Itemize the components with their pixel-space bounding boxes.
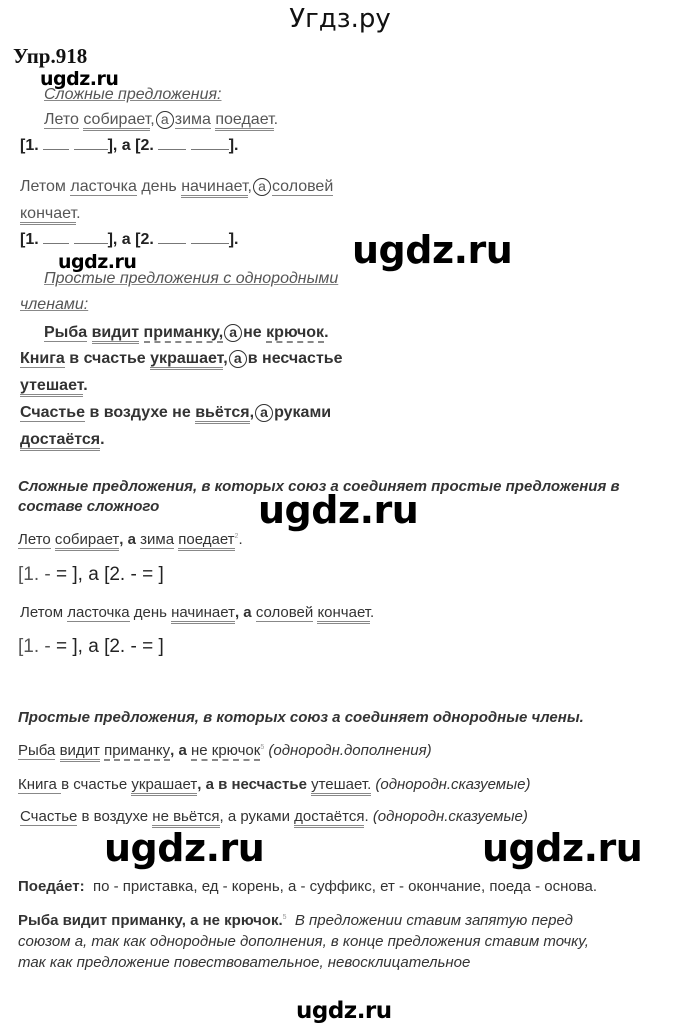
predicate: вьётся xyxy=(195,404,249,424)
subject: Счастье xyxy=(20,404,85,421)
watermark: ugdz.ru xyxy=(104,826,265,870)
watermark: ugdz.ru xyxy=(352,228,513,272)
predicate: видит xyxy=(60,742,100,762)
word: в счастье xyxy=(61,776,132,793)
blank xyxy=(74,137,108,150)
predicate: поедает xyxy=(215,111,273,131)
typed-sentence-2 xyxy=(20,604,374,621)
predicate: украшает xyxy=(131,776,197,796)
conjunction-circle: а xyxy=(156,111,174,129)
predicate: украшает xyxy=(150,350,223,370)
subject: Рыба xyxy=(18,742,56,759)
predicate: кончает xyxy=(317,604,370,624)
footnote-mark: 2 xyxy=(234,533,239,540)
word: руками xyxy=(274,404,332,421)
scheme-typed-1 xyxy=(18,564,164,586)
predicate: достаётся xyxy=(294,808,364,828)
predicate: утешает. xyxy=(311,776,371,796)
predicate: не вьётся xyxy=(152,808,219,828)
word: в несчастье xyxy=(247,350,343,367)
watermark: ugdz.ru xyxy=(40,68,119,90)
predicate: видит xyxy=(92,324,140,344)
period: . xyxy=(370,604,375,621)
blank xyxy=(158,137,186,150)
word: не xyxy=(243,324,262,341)
section-title-simple: Простые предложения с однородными xyxy=(44,270,339,287)
object: приманку xyxy=(104,742,171,759)
subject: зима xyxy=(140,531,175,548)
predicate: собирает xyxy=(55,531,119,551)
subject: Счастье xyxy=(20,808,78,825)
period: . xyxy=(238,531,243,548)
predicate: поедает xyxy=(178,531,234,551)
annotation: (однородн.дополнения) xyxy=(268,742,432,759)
conjunction: , а xyxy=(234,604,256,621)
conjunction-circle: а xyxy=(253,178,271,196)
word: Летом xyxy=(20,604,68,621)
blank xyxy=(158,231,186,244)
word: в счастье xyxy=(69,350,146,367)
typed-sentence-3 xyxy=(18,742,432,759)
period: . xyxy=(76,205,81,222)
conjunction-circle: а xyxy=(224,324,242,342)
word: день xyxy=(129,604,172,621)
scheme-part: ]. xyxy=(228,137,239,154)
word: Летом xyxy=(20,178,66,195)
word: в воздухе xyxy=(77,808,153,825)
object: крючок xyxy=(266,324,325,341)
morph-label: Поеда́ет: xyxy=(18,878,85,895)
footnote-mark: 5 xyxy=(282,914,287,921)
conjunction-circle: а xyxy=(255,404,273,422)
predicate: начинает xyxy=(171,604,235,624)
watermark: ugdz.ru xyxy=(482,826,643,870)
scheme-part: [1. - xyxy=(18,564,57,585)
predicate: собирает xyxy=(83,111,150,131)
footnote-mark: 5 xyxy=(260,744,265,751)
conjunction: , а xyxy=(119,531,141,548)
predicate: утешает xyxy=(20,377,83,397)
subject: Лето xyxy=(44,111,79,128)
heading-simple: Простые предложения, в которых союз а соединяет однородные члены. xyxy=(18,709,584,726)
typed-sentence-1 xyxy=(18,531,243,548)
scheme-typed-2 xyxy=(18,636,164,658)
subject: Рыба xyxy=(44,324,88,341)
sentence-4: Книга в счастье украшает, а в несчастье xyxy=(20,350,343,368)
scheme-part: = xyxy=(56,636,68,657)
punct-sentence: Рыба видит приманку, а не крючок. xyxy=(18,912,283,929)
section-title-complex: Сложные предложения: xyxy=(44,86,222,103)
period: . xyxy=(324,324,329,341)
predicate: начинает xyxy=(181,178,247,198)
punct-text: В предложении ставим запятую перед союзом а, так как однородные дополнения, в конце предложения ставим точку, так как предложение повествовательное, невосклицательное xyxy=(18,912,589,971)
conjunction: , а xyxy=(170,742,191,759)
watermark: ugdz.ru xyxy=(58,251,137,273)
sentence-2: Летом ласточка день начинает, а соловей xyxy=(20,178,333,196)
object: приманку, xyxy=(143,324,224,341)
scheme-2 xyxy=(20,231,239,249)
punctuation-explanation xyxy=(18,907,618,973)
period: . xyxy=(83,377,88,394)
exercise-title: Упр.918 xyxy=(13,44,88,68)
blank xyxy=(74,231,108,244)
scheme-part: [1. xyxy=(20,137,39,154)
conjunction: , а в несчастье xyxy=(197,776,312,793)
predicate: кончает xyxy=(20,205,76,225)
typed-sentence-5 xyxy=(20,808,528,825)
sentence-4-cont xyxy=(20,377,88,395)
morph-text: по - приставка, ед - корень, а - суффикс, ет - окончание, поеда - основа. xyxy=(92,878,598,895)
subject: ласточка xyxy=(67,604,130,621)
typed-sentence-4 xyxy=(18,776,530,793)
period: . xyxy=(100,431,105,448)
subject: Книга xyxy=(18,776,62,793)
conjunction-circle: а xyxy=(229,350,247,368)
blank xyxy=(191,231,229,244)
blank xyxy=(191,137,229,150)
annotation: (однородн.сказуемые) xyxy=(375,776,531,793)
sentence-1: Лето собирает, а зима поедает. xyxy=(44,111,278,129)
sentence-2-cont xyxy=(20,205,81,223)
subject: зима xyxy=(174,111,211,128)
predicate: достаётся xyxy=(20,431,100,451)
word: день xyxy=(141,178,177,195)
blank xyxy=(43,137,69,150)
object: не крючок xyxy=(190,742,261,759)
subject: Книга xyxy=(20,350,65,367)
sentence-3 xyxy=(44,324,329,342)
subject: соловей xyxy=(271,178,334,195)
heading-complex-cont: составе сложного xyxy=(18,498,160,515)
heading-complex: Сложные предложения, в которых союз а соединяет простые предложения в xyxy=(18,478,620,495)
site-title: Угдз.ру xyxy=(289,4,391,34)
section-title-simple-cont: членами: xyxy=(20,296,89,313)
sentence-5: Счастье в воздухе не вьётся, а руками xyxy=(20,404,331,422)
scheme-part: [1. - xyxy=(18,636,57,657)
scheme-part: ], а [2. xyxy=(107,231,154,248)
morphology-line xyxy=(18,878,597,895)
period: . xyxy=(364,808,369,825)
scheme-part: [1. xyxy=(20,231,39,248)
scheme-part: = xyxy=(56,564,68,585)
scheme-part: ]. xyxy=(228,231,239,248)
subject: Лето xyxy=(18,531,51,548)
annotation: (однородн.сказуемые) xyxy=(372,808,528,825)
watermark: ugdz.ru xyxy=(296,998,392,1024)
scheme-part: ], а [2. - = ] xyxy=(67,636,164,657)
scheme-part: ], а [2. - = ] xyxy=(67,564,164,585)
word: в воздухе не xyxy=(89,404,191,421)
blank xyxy=(43,231,69,244)
scheme-part: ], а [2. xyxy=(107,137,154,154)
conjunction: , а руками xyxy=(219,808,295,825)
period: . xyxy=(273,111,279,128)
subject: соловей xyxy=(255,604,314,621)
scheme-1 xyxy=(20,137,239,155)
sentence-5-cont xyxy=(20,431,105,449)
watermark: ugdz.ru xyxy=(258,488,419,532)
subject: ласточка xyxy=(70,178,137,195)
